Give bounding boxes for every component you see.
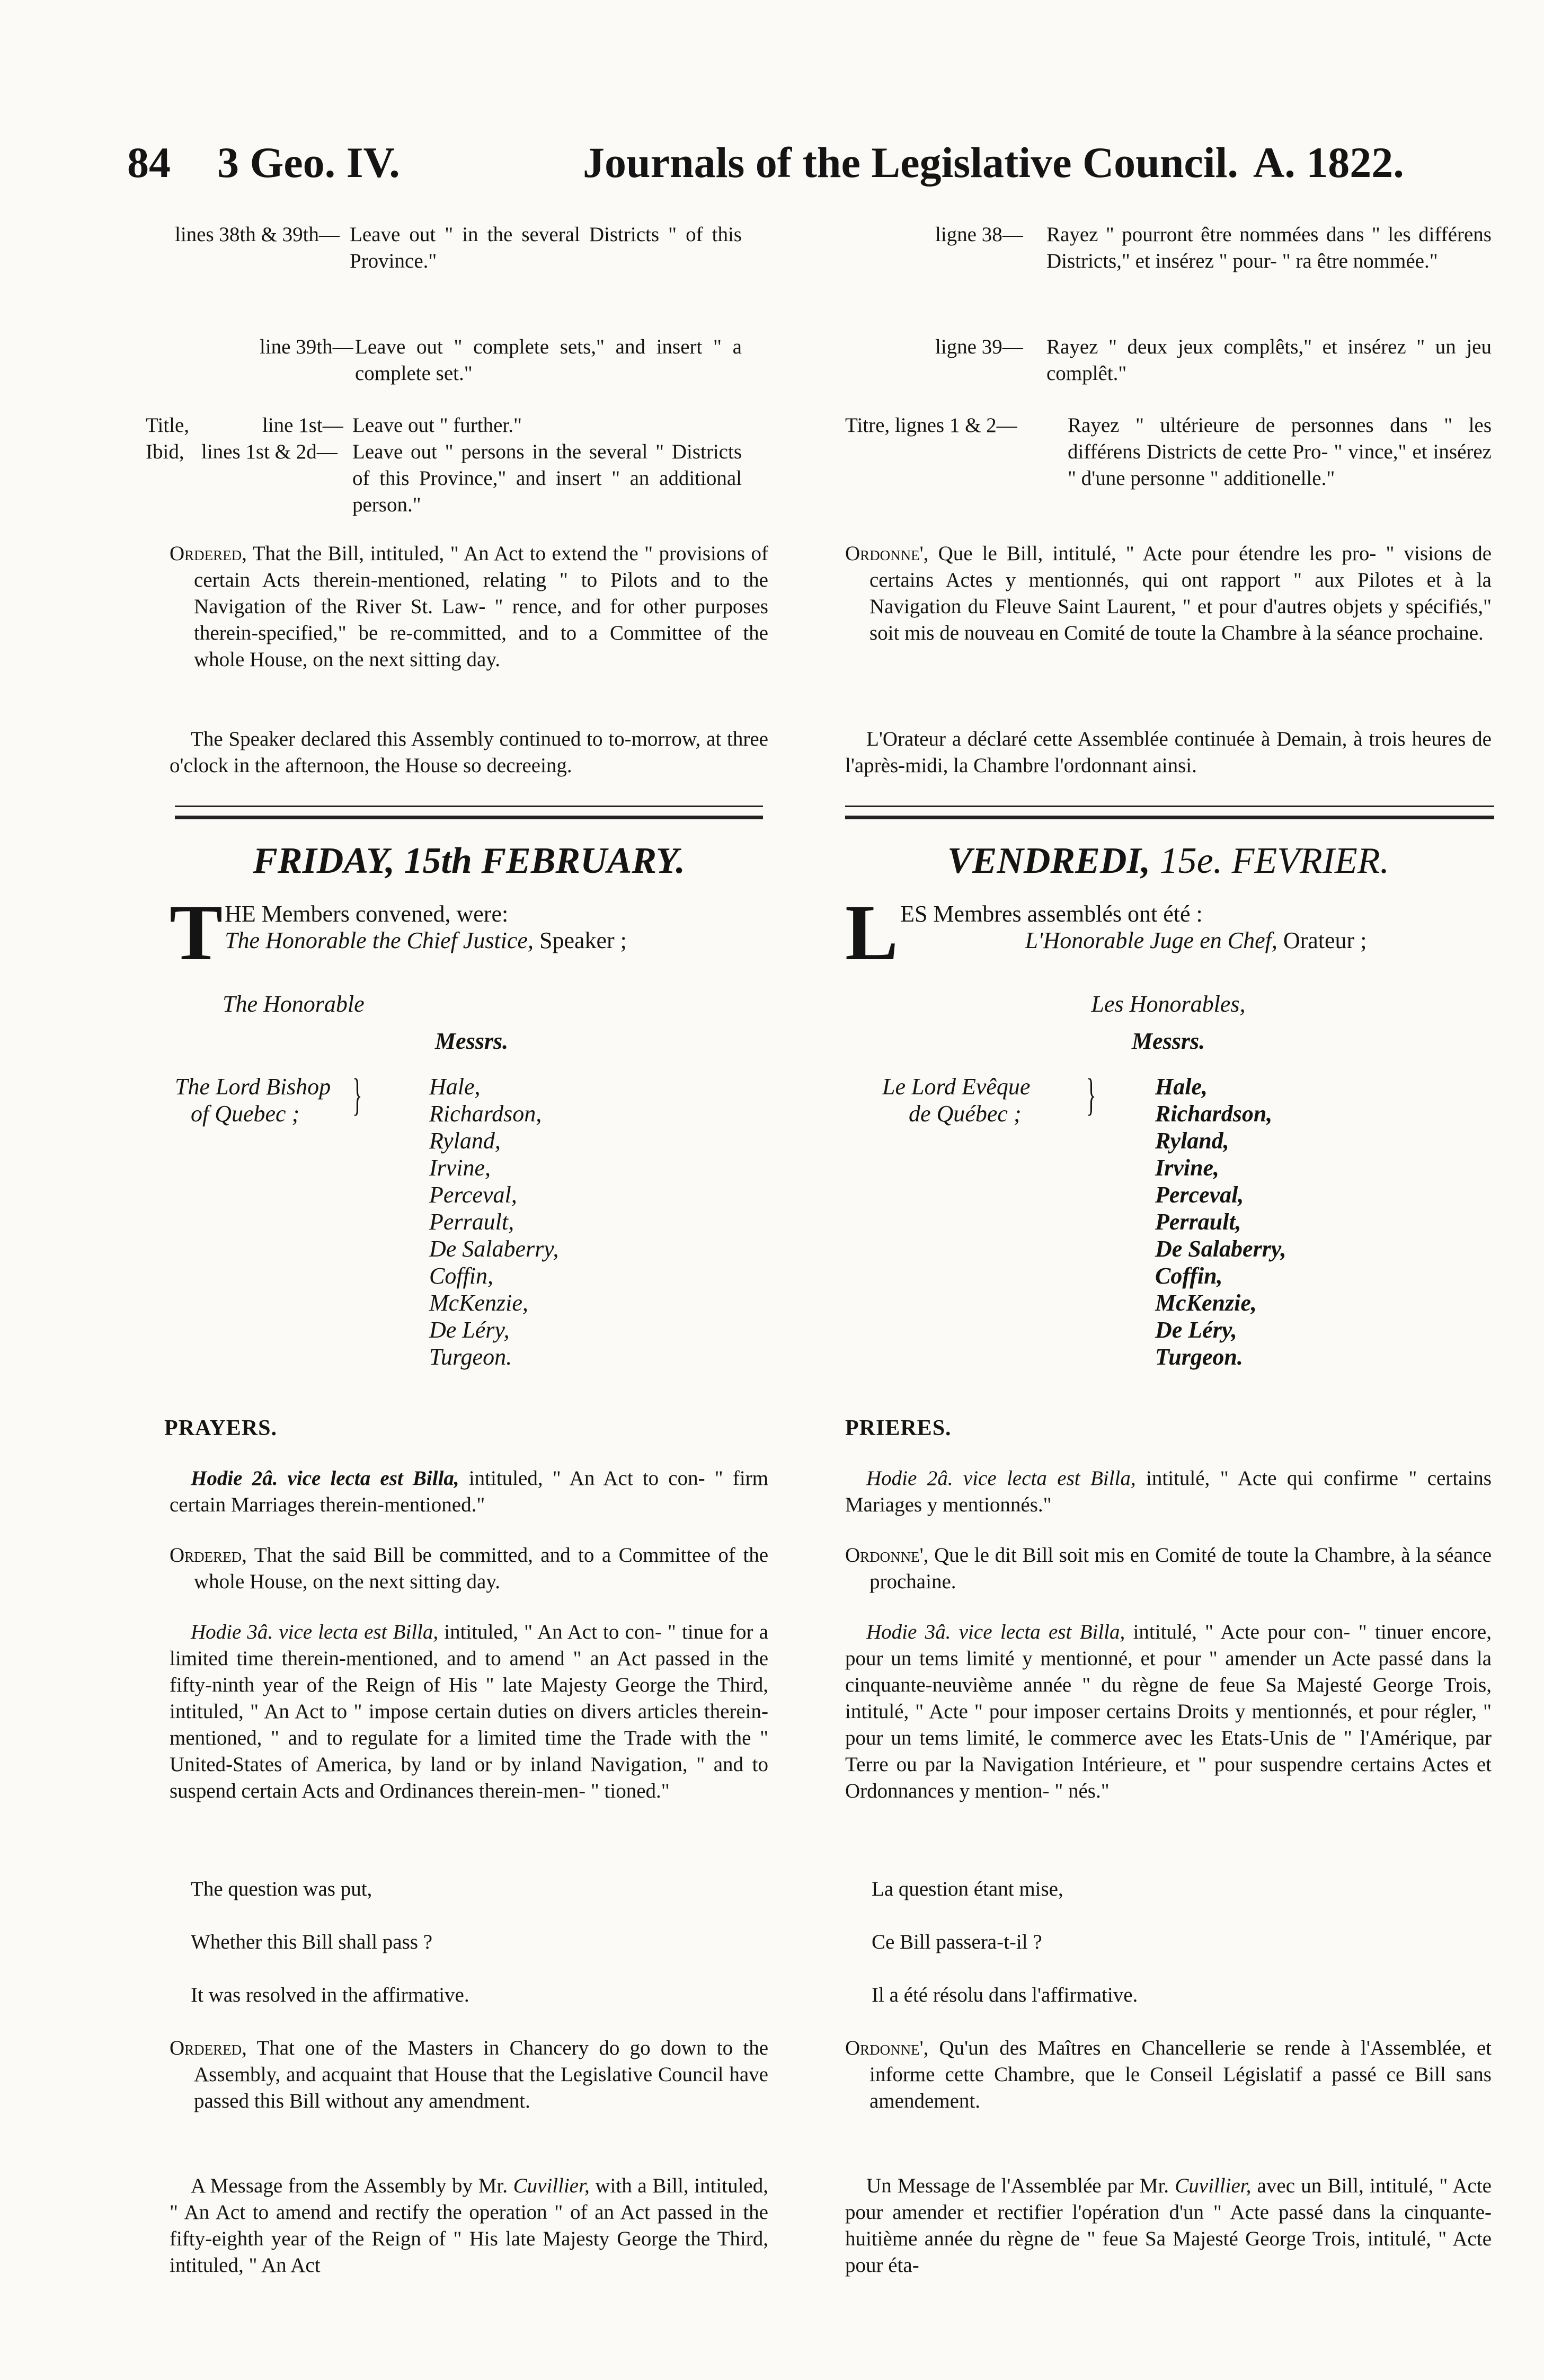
hodie-troisieme-lecture: Hodie 3â. vice lecta est Billa, intitulé, " Acte pour con- " tinuer encore, pour un tems limité y mentionné, et pour " amender un Acte passé dans la cinquante-neuvième année " du règne de feue Sa Majesté George Trois, intitulé, " Acte " pour imposer certains Droits y mentionnés, et pour régler, " pour un tems limité, le commerce avec les Etats-Unis de " l'Amérique, par Terre ou par la Navigation Intérieure, et " pour suspendre certains Actes et Ordonnances y mention- " nés." <box>845 1621 1492 1802</box>
member-name: Perceval, <box>429 1182 517 1208</box>
question-mise: La question étant mise, <box>872 1878 1063 1900</box>
bishop-entry: The Lord Bishop of Quebec ; <box>175 1074 331 1127</box>
member-name: Coffin, <box>429 1263 494 1289</box>
member-name: Irvine, <box>429 1155 491 1181</box>
member-name: De Salaberry, <box>1155 1236 1286 1262</box>
section-rule-right <box>845 806 1494 819</box>
speaker-adjournment: The Speaker declared this Assembly continued to to-morrow, at three o'clock in the afternoon, the House so decreeing. <box>170 728 768 777</box>
orateur-adjournment: L'Orateur a déclaré cette Assemblée continuée à Demain, à trois heures de l'après-midi, la Chambre l'ordonnant ainsi. <box>845 728 1492 777</box>
messrs-label-fr: Messrs. <box>1131 1028 1205 1054</box>
hodie-third-reading: Hodie 3â. vice lecta est Billa, intituled, " An Act to con- " tinue for a limited time therein-mentioned, and to amend " an Act passed in the fifty-ninth year of the Reign of His " late Majesty George the Third, intituled, " An Act to " impose certain duties on divers articles therein-mentioned, " and to regulate for a limited time the Trade with the " United-States of America, by land or by inland Navigation, " and to suspend certain Acts and Ordinances therein-men- " tioned." <box>170 1621 768 1802</box>
prayers-heading: PRAYERS. <box>164 1416 277 1440</box>
member-name: Richardson, <box>1155 1101 1273 1127</box>
member-name: Hale, <box>1155 1074 1208 1100</box>
eveque-entry: Le Lord Evêque de Québec ; <box>882 1074 1031 1127</box>
member-name: Turgeon. <box>1155 1344 1243 1370</box>
hodie-seconde-lecture: Hodie 2â. vice lecta est Billa, intitulé, " Acte qui confirme " certains Mariages y mentionnés." <box>845 1467 1492 1516</box>
ordonne-commit: Ordonne', Que le dit Bill soit mis en Comité de toute la Chambre, à la séance prochaine. <box>845 1544 1492 1593</box>
question-put: The question was put, <box>191 1878 372 1900</box>
member-name: Perrault, <box>429 1209 514 1235</box>
year: A. 1822. <box>1253 138 1404 187</box>
day-heading-fr: VENDREDI, 15e. FEVRIER. <box>947 840 1390 881</box>
page-number: 84 <box>127 138 171 187</box>
member-name: Ryland, <box>1155 1128 1229 1154</box>
member-name: De Léry, <box>429 1317 510 1343</box>
brace: } <box>352 1069 362 1120</box>
brace-fr: } <box>1086 1069 1096 1120</box>
whether-pass: Whether this Bill shall pass ? <box>191 1931 433 1953</box>
member-name: McKenzie, <box>429 1290 528 1316</box>
hodie-second-reading: Hodie 2â. vice lecta est Billa, intituled, " An Act to con- " firm certain Marriages therein-mentioned." <box>170 1467 768 1516</box>
resolved: It was resolved in the affirmative. <box>191 1984 469 2006</box>
member-name: Hale, <box>429 1074 481 1100</box>
reign: 3 Geo. IV. <box>217 138 400 187</box>
prieres-heading: PRIERES. <box>845 1416 952 1440</box>
section-rule-left <box>175 806 763 819</box>
journal-title: Journals of the Legislative Council. <box>583 138 1238 187</box>
membres-list <box>1155 1073 1286 1370</box>
member-name: Ryland, <box>429 1128 501 1154</box>
ordonne-recommit: Ordonne', Que le Bill, intitulé, " Acte pour étendre les pro- " visions de certains Actes y mentionnés, qui ont rapport " aux Pilotes et à la Navigation du Fleuve Saint Laurent, " et pour d'autres objets y spécifiés," soit mis de nouveau en Comité de toute la Chambre à la séance prochaine. <box>845 542 1492 644</box>
ordered-master: Ordered, That one of the Masters in Chancery do go down to the Assembly, and acquaint that House that the Legislative Council have passed this Bill without any amendment. <box>170 2037 769 2112</box>
member-name: McKenzie, <box>1155 1290 1257 1316</box>
honorable-label: The Honorable <box>223 991 365 1017</box>
member-name: De Salaberry, <box>429 1236 559 1262</box>
resolu: Il a été résolu dans l'affirmative. <box>872 1984 1138 2006</box>
member-name: De Léry, <box>1155 1317 1237 1343</box>
member-name: Perceval, <box>1155 1182 1244 1208</box>
member-name: Irvine, <box>1155 1155 1219 1181</box>
member-name: Perrault, <box>1155 1209 1241 1235</box>
running-header <box>127 138 1452 196</box>
assembly-message: A Message from the Assembly by Mr. Cuvillier, with a Bill, intituled, " An Act to amend and rectify the operation " of an Act passed in the fifty-eighth year of the Reign of " His late Majesty George the Third, intituled, " An Act <box>170 2174 768 2277</box>
honorables-label: Les Honorables, <box>1091 991 1246 1017</box>
members-convened: T HE Members convened, were: The Honorable the Chief Justice, Speaker ; <box>170 889 627 977</box>
messrs-label: Messrs. <box>434 1028 509 1054</box>
member-name: Richardson, <box>429 1101 542 1127</box>
day-heading: FRIDAY, 15th FEBRUARY. <box>253 840 685 881</box>
members-list <box>429 1073 558 1370</box>
ordered-commit: Ordered, That the said Bill be committed, and to a Committee of the whole House, on the next sitting day. <box>170 1544 768 1593</box>
membres-assembles: L ES Membres assemblés ont été : L'Honorable Juge en Chef, Orateur ; <box>845 889 1367 977</box>
member-name: Turgeon. <box>429 1344 512 1370</box>
bill-passera: Ce Bill passera-t-il ? <box>872 1931 1042 1953</box>
member-name: Coffin, <box>1155 1263 1223 1289</box>
message-assemblee: Un Message de l'Assemblée par Mr. Cuvillier, avec un Bill, intitulé, " Acte pour amender et rectifier l'opération d'un " Acte passé dans la cinquante-huitième année du règne de " feue Sa Majesté George Trois, intitulé, " Acte pour éta- <box>845 2174 1492 2277</box>
ordered-recommit: Ordered, That the Bill, intituled, " An Act to extend the " provisions of certain Acts therein-mentioned, relating " to Pilots and to the Navigation of the River St. Law- " rence, and for other purposes therein-specified," be re-committed, and to a Committee of the whole House, on the next sitting day. <box>170 542 768 671</box>
ordonne-maitre: Ordonne', Qu'un des Maîtres en Chancellerie se rende à l'Assemblée, et informe cette Chambre, que le Conseil Législatif a passé ce Bill sans amendement. <box>845 2037 1492 2112</box>
